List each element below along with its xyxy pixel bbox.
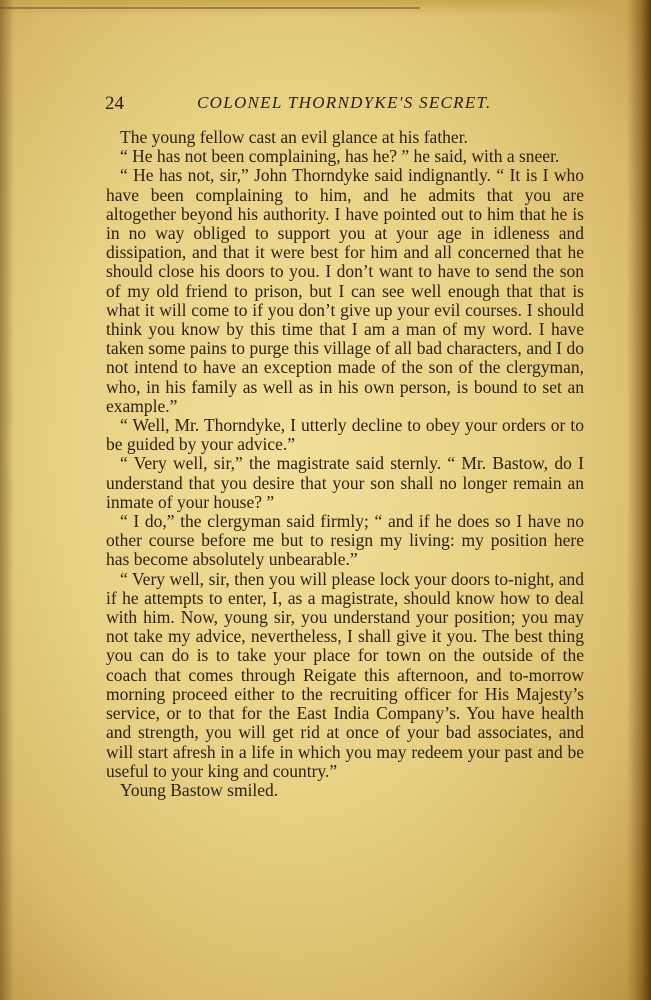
paragraph: “ He has not been complaining, has he? ” he said, with a sneer. — [120, 146, 560, 167]
page-header — [105, 93, 585, 115]
page-left-shadow — [0, 0, 14, 1000]
page-number: 24 — [105, 93, 124, 114]
page-binding-edge — [627, 0, 651, 1000]
paragraph: Young Bastow smiled. — [120, 779, 279, 800]
running-title: COLONEL THORNDYKE'S SECRET. — [197, 93, 492, 112]
paragraph: “ Well, Mr. Thorndyke, I utterly decline to obey your orders or to be guided by your advice.” — [106, 415, 584, 455]
body-text — [106, 128, 584, 800]
paragraph: “ Very well, sir,” the magistrate said sternly. “ Mr. Bastow, do I understand that you desire that your son shall no longer remain an inmate of your house? ” — [106, 453, 584, 512]
paragraph: “ He has not, sir,” John Thorndyke said indignantly. “ It is I who have been complaining to him, and he admits that you are altogether beyond his authority. I have pointed out to him that he is in no way obliged to support you at your age in idleness and dissipation, and that it were best for him and all concerned that he should close his doors to you. I don’t want to have to send the son of my old friend to prison, but I can see well enough that that is what it will come to if you don’t give up your evil courses. I should think you know by this time that I am a man of my word. I have taken some pains to purge this village of all bad characters, and I do not intend to have an exception made of the son of the clergyman, who, in his family as well as in his own person, is bound to set an example.” — [106, 165, 584, 416]
top-rule-line — [0, 7, 420, 9]
paragraph: “ I do,” the clergyman said firmly; “ and if he does so I have no other course before me but to resign my living: my position here has become absolutely unbearable.” — [106, 511, 584, 570]
paragraph: “ Very well, sir, then you will please lock your doors to-night, and if he attempts to enter, I, as a magistrate, should know how to deal with him. Now, young sir, you understand your position; you may not take my advice, nevertheless, I shall give it you. The best thing you can do is to take your place for town on the outside of the coach that comes through Reigate this afternoon, and to-morrow morning proceed either to the recruiting officer for His Majesty’s service, or to that for the East India Company’s. You have health and strength, you will get rid at once of your bad associates, and will start afresh in a life in which you may redeem your past and be useful to your king and country.” — [106, 568, 584, 781]
paragraph: The young fellow cast an evil glance at his father. — [120, 127, 468, 147]
